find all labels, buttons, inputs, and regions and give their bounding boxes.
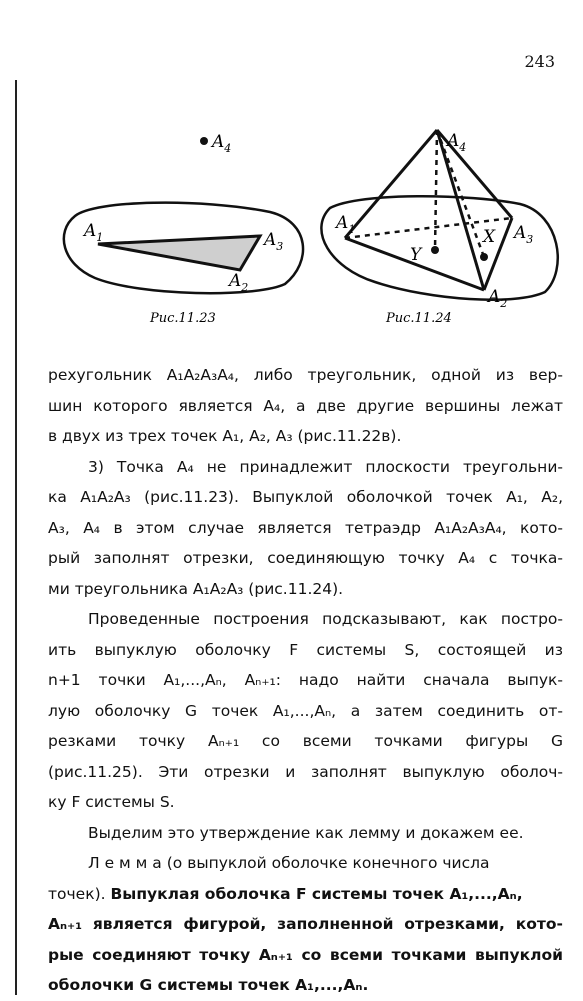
text-line: рый заполнят отрезки, соединяющую точку A₄ с точка- (48, 549, 563, 567)
label-a3: $A_3$ (264, 230, 284, 253)
text-line: в двух из трех точек A₁, A₂, A₃ (рис.11.22в). (48, 427, 402, 445)
segment-a4-y (435, 130, 437, 250)
text-line: (рис.11.25). Эти отрезки и заполнят выпуклую оболоч- (48, 762, 563, 781)
text-line: n+1 точки A₁,...,Aₙ, Aₙ₊₁: надо найти сначала выпук- (48, 671, 563, 689)
lemma-subtitle-end: точек). (48, 884, 106, 903)
text-line: ку F системы S. (48, 793, 175, 811)
label-y: Y (410, 245, 422, 265)
lemma-line (48, 879, 563, 910)
label-a1: $A_1$ (336, 213, 356, 236)
text-line: ка A₁A₂A₃ (рис.11.23). Выпуклой оболочкой точек A₁, A₂, (48, 488, 563, 506)
label-a4: $A_4$ (447, 131, 467, 154)
label-x: X (483, 227, 496, 247)
text-line: ми треугольника A₁A₂A₃ (рис.11.24). (48, 579, 344, 598)
text-line: лую оболочку G точек A₁,...,Aₙ, а затем соединить от- (48, 701, 563, 720)
triangle-a1a2a3 (98, 236, 260, 270)
edge-a4-a2 (437, 130, 484, 290)
caption-fig-11-24: Рис.11.24 (386, 311, 452, 326)
lemma-statement-line: оболочки G системы точек A₁,...,Aₙ. (48, 976, 369, 994)
label-a2: $A_2$ (488, 287, 508, 310)
lemma-heading: Л е м м а (88, 854, 162, 872)
lemma-subtitle: (о выпуклой оболочке конечного числа (166, 854, 490, 872)
body-text (48, 360, 563, 1001)
text-line: шин которого является A₄, а две другие вершины лежат (48, 396, 563, 415)
text-line: Выделим это утверждение как лемму и докажем ее. (88, 823, 524, 842)
label-a4: $A_4$ (212, 132, 232, 155)
text-line: Проведенные построения подсказывают, как постро- (88, 610, 563, 628)
figure-11-23 (64, 132, 303, 326)
text-line: рехугольник A₁A₂A₃A₄, либо треугольник, одной из вер- (48, 366, 563, 384)
figure-11-23-and-11-24 (0, 0, 583, 340)
point-a4 (200, 137, 208, 145)
caption-fig-11-23: Рис.11.23 (150, 311, 216, 326)
label-a3: $A_3$ (514, 223, 534, 246)
point-x (480, 253, 488, 261)
point-y (431, 246, 439, 254)
page-number: 243 (524, 52, 555, 71)
label-a2: $A_2$ (229, 271, 249, 294)
lemma-line (48, 848, 563, 879)
edge-a1-a4 (345, 130, 437, 238)
plane-outline (321, 196, 557, 299)
lemma-statement-line: Aₙ₊₁ является фигурой, заполненной отрезками, кото- (48, 915, 563, 933)
text-line: 3) Точка A₄ не принадлежит плоскости треугольни- (88, 457, 563, 476)
text-line: резками точку Aₙ₊₁ со всеми точками фигуры G (48, 732, 563, 750)
text-line: A₃, A₄ в этом случае является тетраэдр A₁A₂A₃A₄, кото- (48, 518, 563, 537)
label-a1: $A_1$ (84, 221, 104, 244)
lemma-statement-line: рые соединяют точку Aₙ₊₁ со всеми точками выпуклой (48, 945, 563, 964)
lemma-statement: Выпуклая оболочка F системы точек A₁,...,Aₙ, (110, 884, 523, 903)
figure-11-24 (321, 130, 557, 326)
text-line: ить выпуклую оболочку F системы S, состоящей из (48, 640, 563, 659)
